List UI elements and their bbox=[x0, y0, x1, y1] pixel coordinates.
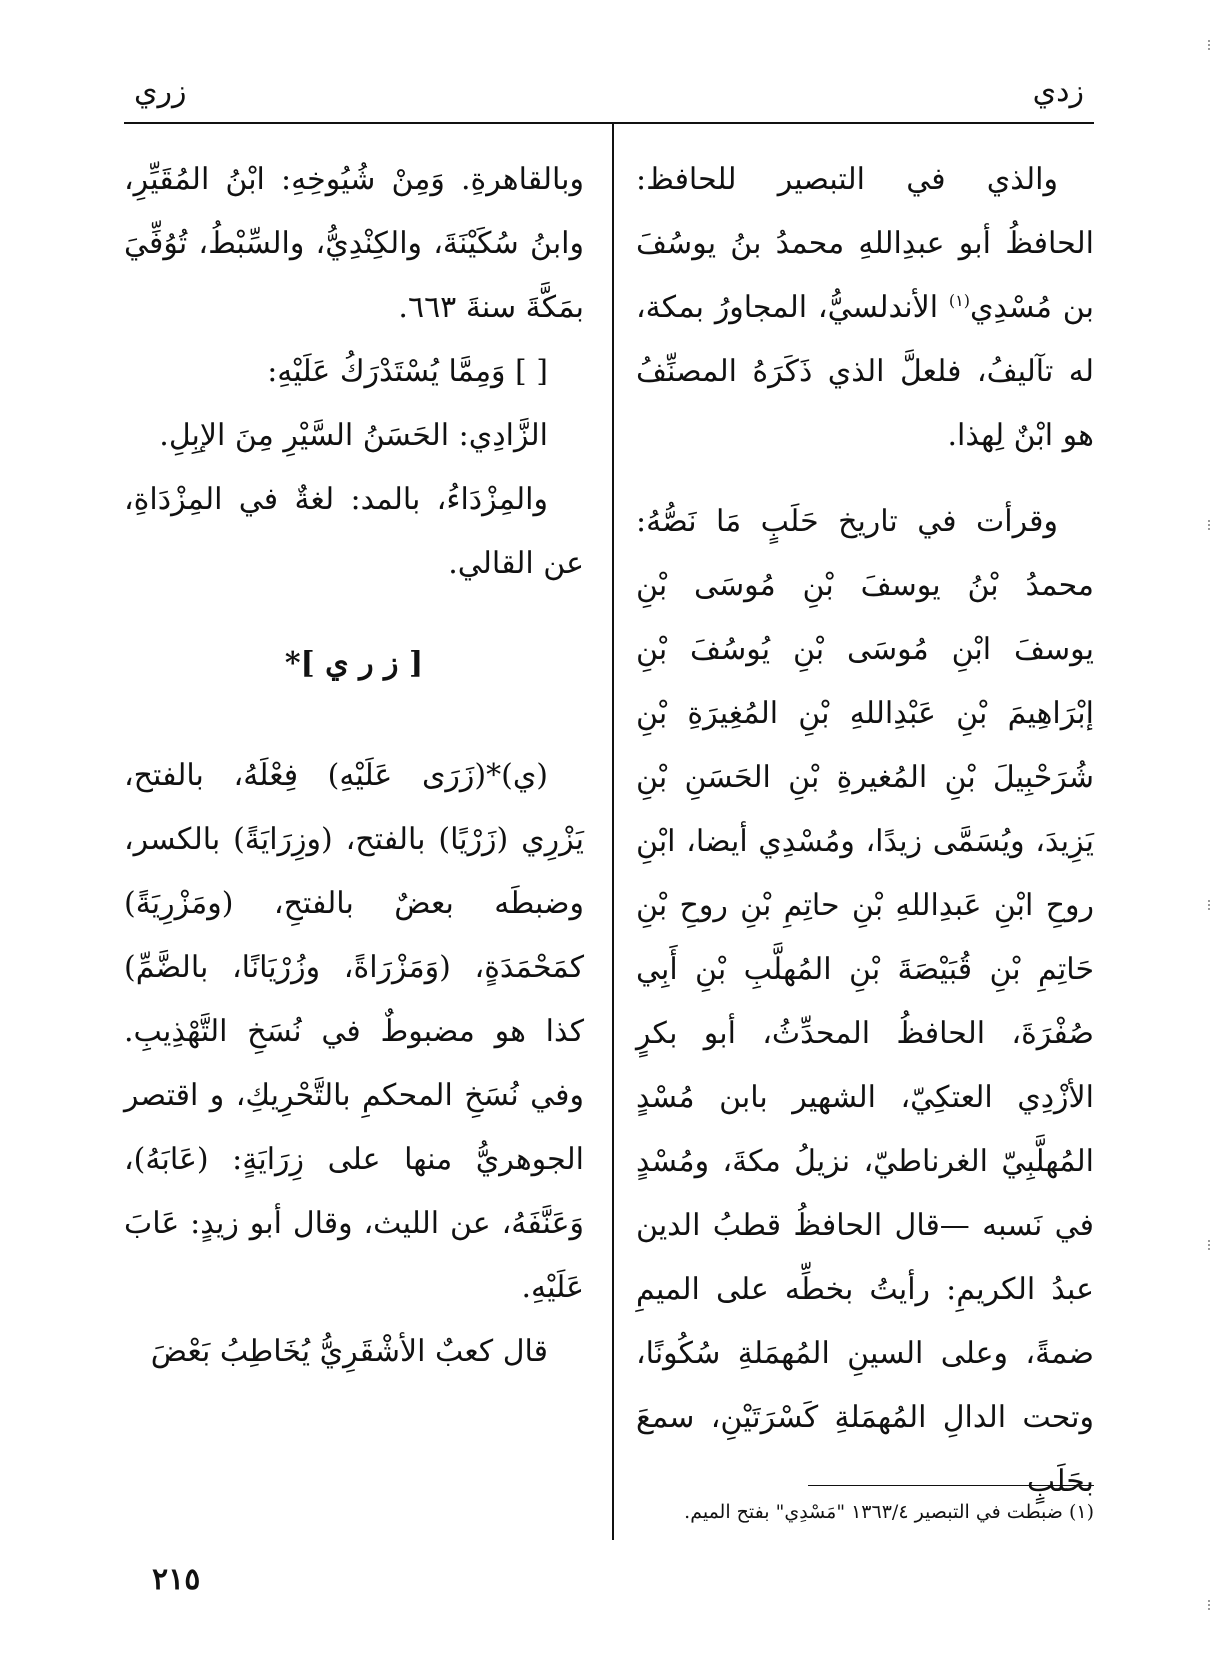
scan-margin-mark bbox=[1208, 40, 1213, 50]
column-divider bbox=[612, 122, 614, 1540]
left-paragraph-1: وبالقاهرةِ. وَمِنْ شُيُوخِهِ: ابْنُ المُقَيِّرِ، وابنُ سُكَيْنَةَ، والكِنْدِيُّ، والسِّبْطُ، تُوُفِّيَ بمَكَّةَ سنةَ ٦٦٣. bbox=[124, 162, 584, 325]
right-column bbox=[636, 148, 1094, 1514]
scan-margin-mark bbox=[1208, 900, 1213, 910]
header-rule bbox=[124, 122, 1094, 124]
footnote-rule bbox=[808, 1485, 1094, 1486]
running-head-right: زدي bbox=[1032, 74, 1084, 109]
running-head-left: زري bbox=[134, 74, 187, 109]
left-paragraph-2: [ ] وَمِمَّا يُسْتَدْرَكُ عَلَيْهِ: bbox=[267, 354, 548, 389]
left-paragraph-5: (ي)*(زَرَى عَلَيْهِ) فِعْلَهُ، بالفتح، يَزْرِي (زَرْيًا) بالفتح، (وزِرَايَةً) بالكسر، وضبطَه بعضٌ بالفتحِ، (ومَزْرِيَةً) كمَحْمَدَةٍ، (وَمَزْرَاةً، وزُرْيَانًا، بالضَّمِّ) كذا هو مضبوطٌ في نُسَخِ التَّهْذِيبِ. وفي نُسَخِ المحكمِ بالتَّحْرِيكِ، و اقتصر الجوهريُّ منها على زِرَايَةٍ: (عَابَهُ)، وَعَنَّفَهُ، عن الليث، وقال أبو زيدٍ: عَابَ عَلَيْهِ. bbox=[124, 758, 584, 1305]
scan-margin-mark bbox=[1208, 520, 1213, 530]
scan-margin-mark bbox=[1208, 1240, 1213, 1250]
left-paragraph-3: الزَّادِي: الحَسَنُ السَّيْرِ مِنَ الإبِلِ. bbox=[159, 418, 548, 453]
footnote: (١) ضبطت في التبصير ١٣٦٣/٤ "مَسْدِي" بفتح الميم. bbox=[684, 1501, 1094, 1523]
entry-heading: [ ز ر ي ]* bbox=[284, 646, 424, 681]
footnote-reference: (١) bbox=[948, 291, 970, 310]
scan-margin-mark bbox=[1208, 1600, 1213, 1610]
right-paragraph-2: وقرأت في تاريخ حَلَبٍ مَا نَصُّهُ: محمدُ بْنُ يوسفَ بْنِ مُوسَى بْنِ يوسفَ ابْنِ مُوسَى بْنِ يُوسُفَ بْنِ إبْرَاهِيمَ بْنِ عَبْدِاللهِ بْنِ المُغِيرَةِ بْنِ شُرَحْبِيلَ بْنِ المُغيرةِ بْنِ الحَسَنِ بْنِ يَزِيدَ، ويُسَمَّى زيدًا، ومُسْدِي أيضا، ابْنِ روحِ ابْنِ عَبدِاللهِ بْنِ حاتِمِ بْنِ روحِ بْنِ حَاتِمِ بْنِ قُبَيْصَةَ بْنِ المُهلَّبِ بْنِ أَبِي صُفْرَةَ، الحافظُ المحدِّثُ، أبو بكرٍ الأزْدِي العتكِيّ، الشهير بابن مُسْدٍ المُهلَّبِيّ الغرناطيّ، نزيلُ مكةَ، ومُسْدٍ في نَسبه —قال الحافظُ قطبُ الدين عبدُ الكريمِ: رأيتُ بخطِّه على الميمِ ضمةً، وعلى السينِ المُهمَلةِ سُكُونًا، وتحت الدالِ المُهمَلةِ كَسْرَتَيْنِ، سمعَ بحَلَبٍ bbox=[636, 504, 1094, 1499]
left-column bbox=[124, 148, 584, 1384]
left-paragraph-4: والمِزْدَاءُ، بالمد: لغةٌ في المِزْدَاةِ، عن القالي. bbox=[124, 482, 584, 581]
right-paragraph-1-text: والذي في التبصير للحافظ: الحافظُ أبو عبدِاللهِ محمدُ بنُ يوسُفَ بن مُسْدِي bbox=[636, 162, 1094, 325]
page-number: ٢١٥ bbox=[152, 1562, 201, 1597]
right-paragraph-1 bbox=[636, 148, 1094, 468]
right-paragraph-1-continuation: الأندلسيُّ، المجاورُ بمكة، له تآليفُ، فلعلَّ الذي ذَكَرَهُ المصنِّفُ هو ابْنٌ لِهذا. bbox=[636, 290, 1094, 453]
paragraph-spacer bbox=[636, 468, 1094, 490]
left-paragraph-6: قال كعبٌ الأشْقَرِيُّ يُخَاطِبُ بَعْضَ bbox=[150, 1334, 548, 1369]
